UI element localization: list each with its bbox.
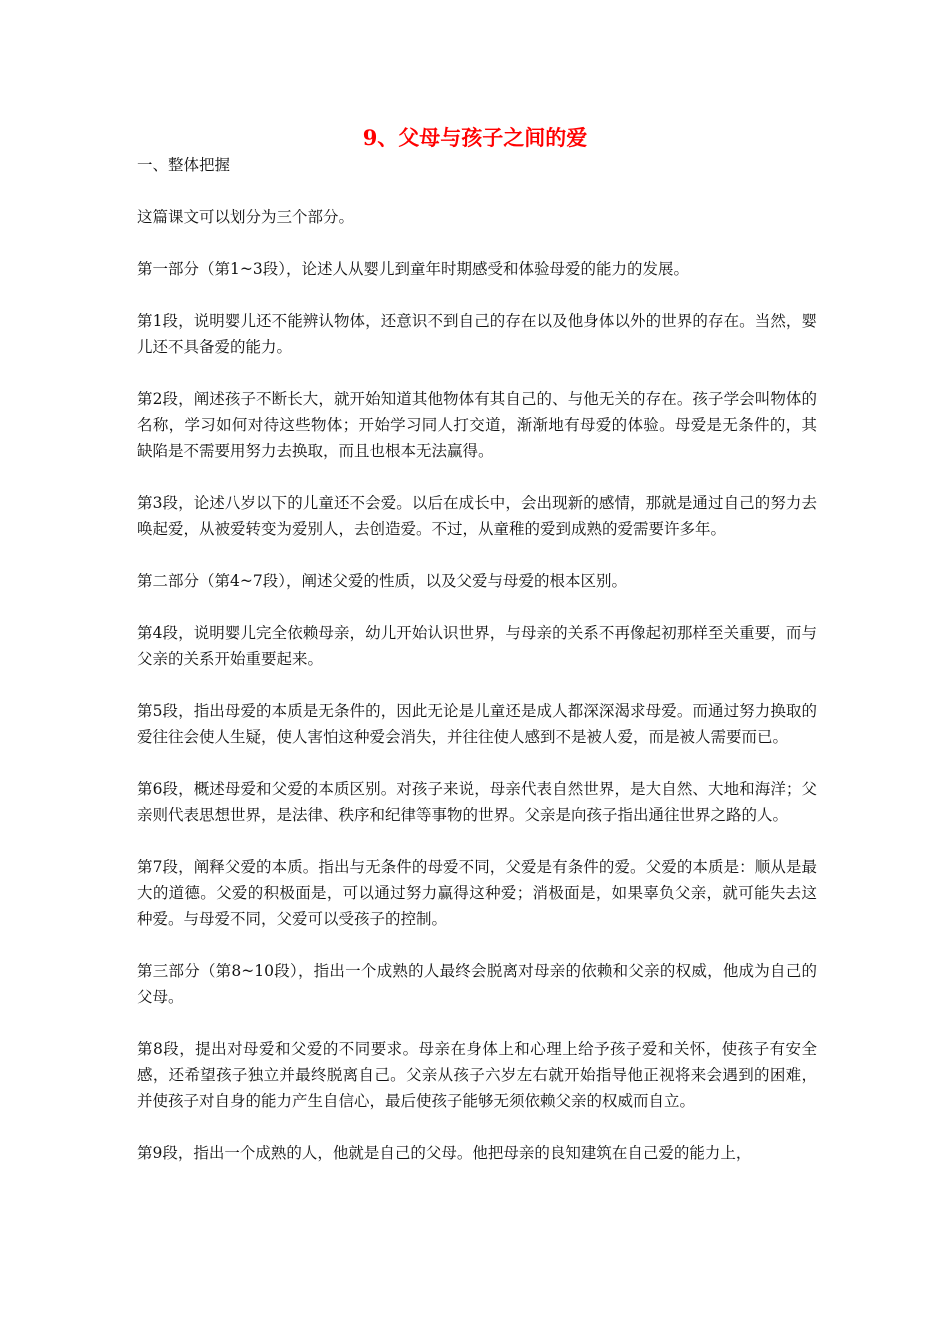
paragraph: 第4段，说明婴儿完全依赖母亲，幼儿开始认识世界，与母亲的关系不再像起初那样至关重要，而与父亲的关系开始重要起来。 [137, 624, 817, 668]
document-body [137, 152, 817, 1192]
paragraph: 第一部分（第1~3段），论述人从婴儿到童年时期感受和体验母爱的能力的发展。 [137, 260, 689, 278]
paragraph: 第9段，指出一个成熟的人，他就是自己的父母。他把母亲的良知建筑在自己爱的能力上， [137, 1144, 752, 1162]
section-heading: 一、整体把握 [137, 156, 231, 174]
paragraph: 第1段，说明婴儿还不能辨认物体，还意识不到自己的存在以及他身体以外的世界的存在。当然，婴儿还不具备爱的能力。 [137, 312, 817, 356]
paragraph: 第7段，阐释父爱的本质。指出与无条件的母爱不同，父爱是有条件的爱。父爱的本质是：顺从是最大的道德。父爱的积极面是，可以通过努力赢得这种爱；消极面是，如果辜负父亲，就可能失去这种爱。与母爱不同，父爱可以受孩子的控制。 [137, 858, 817, 928]
paragraph: 这篇课文可以划分为三个部分。 [137, 208, 355, 226]
paragraph: 第三部分（第8~10段），指出一个成熟的人最终会脱离对母亲的依赖和父亲的权威，他成为自己的父母。 [137, 962, 817, 1006]
paragraph: 第2段，阐述孩子不断长大，就开始知道其他物体有其自己的、与他无关的存在。孩子学会叫物体的名称，学习如何对待这些物体；开始学习同人打交道，渐渐地有母爱的体验。母爱是无条件的，其缺陷是不需要用努力去换取，而且也根本无法赢得。 [137, 390, 817, 460]
paragraph: 第5段，指出母爱的本质是无条件的，因此无论是儿童还是成人都深深渴求母爱。而通过努力换取的爱往往会使人生疑，使人害怕这种爱会消失，并往往使人感到不是被人爱，而是被人需要而已。 [137, 702, 817, 746]
paragraph: 第3段，论述八岁以下的儿童还不会爱。以后在成长中，会出现新的感情，那就是通过自己的努力去唤起爱，从被爱转变为爱别人，去创造爱。不过，从童稚的爱到成熟的爱需要许多年。 [137, 494, 817, 538]
paragraph: 第6段，概述母爱和父爱的本质区别。对孩子来说，母亲代表自然世界，是大自然、大地和海洋；父亲则代表思想世界，是法律、秩序和纪律等事物的世界。父亲是向孩子指出通往世界之路的人。 [137, 780, 817, 824]
paragraph: 第二部分（第4~7段），阐述父爱的性质，以及父爱与母爱的根本区别。 [137, 572, 627, 590]
paragraph: 第8段，提出对母爱和父爱的不同要求。母亲在身体上和心理上给予孩子爱和关怀，使孩子有安全感，还希望孩子独立并最终脱离自己。父亲从孩子六岁左右就开始指导他正视将来会遇到的困难，并使孩子对自身的能力产生自信心，最后使孩子能够无须依赖父亲的权威而自立。 [137, 1040, 817, 1110]
document-title: 9、父母与孩子之间的爱 [362, 125, 588, 150]
